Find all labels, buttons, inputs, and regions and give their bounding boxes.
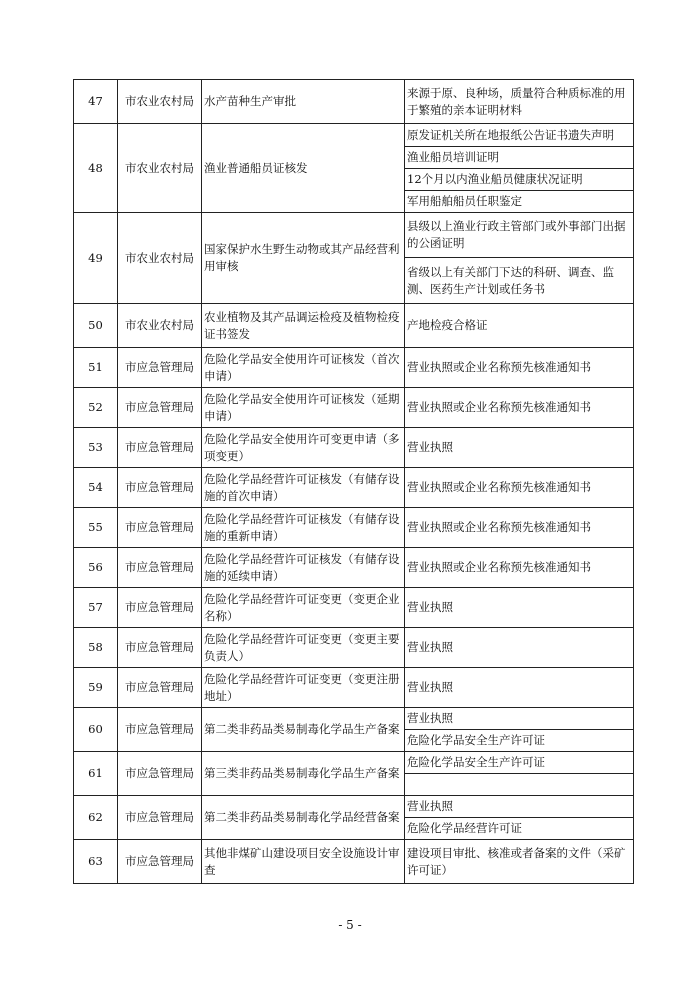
item-name-cell: 农业植物及其产品调运检疫及植物检疫证书签发 [202,304,405,348]
material-cell: 原发证机关所在地报纸公告证书遗失声明 [405,124,634,147]
item-name-cell: 危险化学品安全使用许可证核发（首次申请） [202,348,405,388]
material-cell: 危险化学品安全生产许可证 [405,730,634,752]
table-row [74,388,634,428]
materials-table [73,79,634,884]
material-cell: 营业执照 [405,668,634,708]
material-cell: 军用船舶船员任职鉴定 [405,191,634,213]
item-name-cell: 国家保护水生野生动物或其产品经营利用审核 [202,213,405,304]
row-number: 63 [74,840,118,884]
item-name-cell: 其他非煤矿山建设项目安全设施设计审查 [202,840,405,884]
table-row [74,124,634,147]
department-cell: 市应急管理局 [118,588,202,628]
department-cell: 市应急管理局 [118,628,202,668]
row-number: 55 [74,508,118,548]
department-cell: 市应急管理局 [118,428,202,468]
department-cell: 市应急管理局 [118,752,202,796]
table-row [74,628,634,668]
table-row [74,428,634,468]
row-number: 60 [74,708,118,752]
material-cell: 12个月以内渔业船员健康状况证明 [405,169,634,191]
table-row [74,752,634,774]
material-cell: 营业执照或企业名称预先核准通知书 [405,508,634,548]
item-name-cell: 第三类非药品类易制毒化学品生产备案 [202,752,405,796]
department-cell: 市应急管理局 [118,348,202,388]
item-name-cell: 危险化学品经营许可证变更（变更主要负责人） [202,628,405,668]
item-name-cell: 水产苗种生产审批 [202,80,405,124]
department-cell: 市应急管理局 [118,668,202,708]
material-cell: 营业执照或企业名称预先核准通知书 [405,348,634,388]
row-number: 51 [74,348,118,388]
row-number: 54 [74,468,118,508]
department-cell: 市农业农村局 [118,80,202,124]
item-name-cell: 危险化学品安全使用许可证核发（延期申请） [202,388,405,428]
row-number: 59 [74,668,118,708]
table-row [74,708,634,730]
row-number: 47 [74,80,118,124]
table-row [74,840,634,884]
department-cell: 市农业农村局 [118,213,202,304]
department-cell: 市应急管理局 [118,468,202,508]
material-cell: 营业执照 [405,628,634,668]
department-cell: 市应急管理局 [118,708,202,752]
department-cell: 市应急管理局 [118,548,202,588]
material-cell: 危险化学品经营许可证 [405,818,634,840]
table-row [74,796,634,818]
material-cell: 省级以上有关部门下达的科研、调查、监测、医药生产计划或任务书 [405,258,634,304]
row-number: 57 [74,588,118,628]
item-name-cell: 第二类非药品类易制毒化学品经营备案 [202,796,405,840]
department-cell: 市农业农村局 [118,304,202,348]
row-number: 56 [74,548,118,588]
material-cell: 营业执照或企业名称预先核准通知书 [405,468,634,508]
table-row [74,508,634,548]
department-cell: 市应急管理局 [118,388,202,428]
row-number: 61 [74,752,118,796]
department-cell: 市农业农村局 [118,124,202,213]
table-row [74,548,634,588]
row-number: 50 [74,304,118,348]
item-name-cell: 危险化学品安全使用许可变更申请（多项变更） [202,428,405,468]
item-name-cell: 危险化学品经营许可证核发（有储存设施的首次申请） [202,468,405,508]
material-cell: 营业执照或企业名称预先核准通知书 [405,548,634,588]
item-name-cell: 危险化学品经营许可证变更（变更注册地址） [202,668,405,708]
page-number: - 5 - [338,918,362,932]
material-cell: 产地检疫合格证 [405,304,634,348]
material-cell: 营业执照 [405,428,634,468]
material-cell: 营业执照 [405,588,634,628]
department-cell: 市应急管理局 [118,796,202,840]
material-cell: 营业执照或企业名称预先核准通知书 [405,388,634,428]
item-name-cell: 渔业普通船员证核发 [202,124,405,213]
material-cell: 营业执照 [405,708,634,730]
row-number: 49 [74,213,118,304]
material-cell: 营业执照 [405,796,634,818]
table-row [74,348,634,388]
item-name-cell: 危险化学品经营许可证核发（有储存设施的延续申请） [202,548,405,588]
material-cell: 危险化学品安全生产许可证 [405,752,634,774]
table-body [74,80,634,884]
row-number: 52 [74,388,118,428]
row-number: 48 [74,124,118,213]
department-cell: 市应急管理局 [118,840,202,884]
row-number: 62 [74,796,118,840]
material-cell [405,774,634,796]
item-name-cell: 第二类非药品类易制毒化学品生产备案 [202,708,405,752]
item-name-cell: 危险化学品经营许可证核发（有储存设施的重新申请） [202,508,405,548]
table-row [74,213,634,258]
table-row [74,80,634,124]
table-row [74,468,634,508]
item-name-cell: 危险化学品经营许可证变更（变更企业名称） [202,588,405,628]
table-row [74,304,634,348]
material-cell: 渔业船员培训证明 [405,147,634,169]
table-row [74,588,634,628]
material-cell: 建设项目审批、核准或者备案的文件（采矿许可证） [405,840,634,884]
department-cell: 市应急管理局 [118,508,202,548]
material-cell: 县级以上渔业行政主管部门或外事部门出据的公函证明 [405,213,634,258]
table-row [74,668,634,708]
material-cell: 来源于原、良种场，质量符合种质标准的用于繁殖的亲本证明材料 [405,80,634,124]
row-number: 53 [74,428,118,468]
row-number: 58 [74,628,118,668]
